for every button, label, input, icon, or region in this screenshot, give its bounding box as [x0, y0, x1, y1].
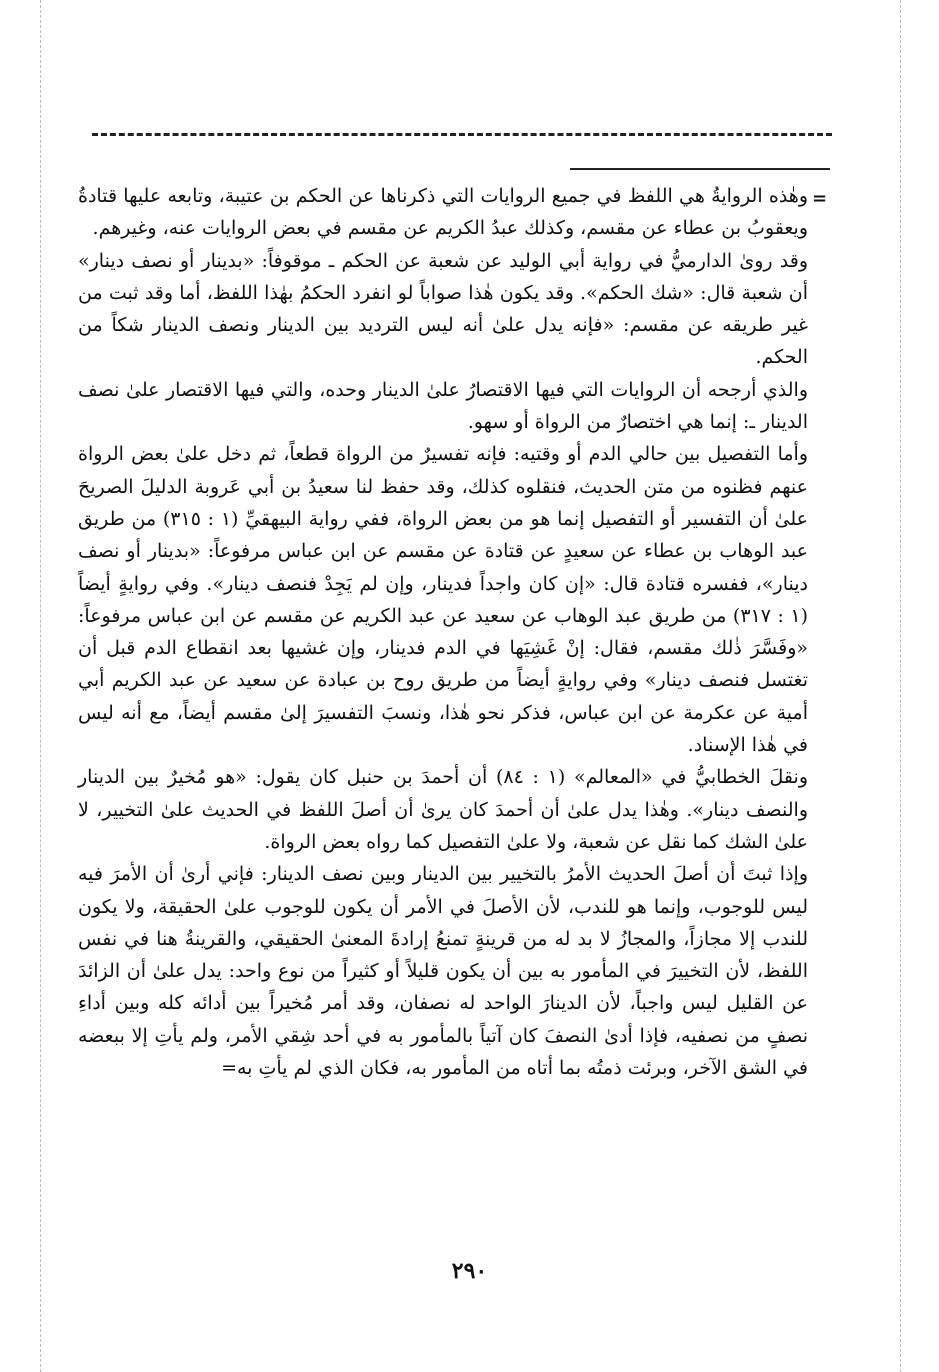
paragraph-2: وقد روىٰ الدارميُّ في رواية أبي الوليد عن شعبة عن الحكم ـ موقوفاً: «بدينار أو نصف دينار» أن شعبة قال: «شك الحكم». وقد يكون هٰذا صواباً لو انفرد الحكمُ بهٰذا اللفظ، أما وقد ثبت من غير طريقه عن مقسم: «فإنه يدل علىٰ أنه ليس الترديد بين الدينار ونصف الدينار شكاً من الحكم. — [78, 249, 808, 369]
top-dashed-rule — [92, 133, 832, 136]
paragraph-1: وهٰذه الروايةُ هي اللفظ في جميع الروايات التي ذكرناها عن الحكم بن عتيبة، وتابعه عليها قتادةُ ويعقوبُ بن عطاء عن مقسم، وكذلك عبدُ الكريم عن مقسم في بعض الروايات عنه، وغيرهم. — [78, 185, 808, 240]
paragraph-6: وإذا ثبتَ أن أصلَ الحديث الأمرُ بالتخيير بين الدينار وبين نصف الدينار: فإني أرىٰ أن الأمرَ فيه ليس للوجوب، وإنما هو للندب، لأن الأصلَ في الأمر أن يكون للوجوب علىٰ الحقيقة، ولا يكون للندب إلا مجازاً، والمجازُ لا بد له من قرينةٍ تمنعُ إرادةَ المعنىٰ الحقيقي، والقرينةُ هنا في نفس اللفظ، لأن التخييرَ في المأمور به بين أن يكون قليلاً أو كثيراً من نوع واحد: يدل علىٰ أن الزائدَ عن القليل ليس واجباً، لأن الدينارَ الواحد له نصفان، وقد أمر مُخيراً بين أدائه كله وبين أداءِ نصفٍ من نصفيه، فإذا أدىٰ النصفَ كان آتياً بالمأمور به في أحد شِقي الأمر، ولم يأتِ إلا ببعضه في الشق الآخر، وبرئت ذمتُه بما أتاه من المأمور به، فكان الذي لم يأتِ به= — [78, 863, 808, 1080]
paragraph-5: ونقلَ الخطابيُّ في «المعالم» (١ : ٨٤) أن أحمدَ بن حنبل كان يقول: «هو مُخيرٌ بين الدينار والنصف دينار». وهٰذا يدل علىٰ أن أحمدَ كان يرىٰ أن أصلَ اللفظ في الحديث علىٰ التخيير، لا علىٰ الشك كما نقل عن شعبة، ولا علىٰ التفصيل كما رواه بعض الرواة. — [78, 766, 809, 853]
continuation-mark: = — [812, 188, 828, 209]
left-edge-line — [40, 0, 41, 1372]
footnote-text-block — [78, 180, 808, 1084]
footnote-separator-rule — [570, 168, 830, 170]
page-number: ٢٩٠ — [451, 1258, 488, 1284]
paragraph-3: والذي أرجحه أن الروايات التي فيها الاقتصارُ علىٰ الدينار وحده، والتي فيها الاقتصار علىٰ نصف الدينار ـ: إنما هي اختصارٌ من الرواة أو سهو. — [78, 378, 808, 434]
right-edge-line — [900, 0, 901, 1372]
paragraph-4: وأما التفصيل بين حالي الدم أو وقتيه: فإنه تفسيرٌ من الرواة قطعاً، ثم دخل علىٰ بعض الرواة عنهم فظنوه من متن الحديث، فنقلوه كذلك، وقد حفظ لنا سعيدُ بن أبي عَروبة الدليلَ الصريحَ علىٰ أن التفسير أو التفصيل إنما هو من بعض الرواة، ففي رواية البيهقيِّ (١ : ٣١٥) من طريق عبد الوهاب بن عطاء عن سعيدٍ عن قتادة عن مقسم عن ابن عباس مرفوعاً: «بدينار أو نصف دينار»، ففسره قتادة قال: «إن كان واجداً فدينار، وإن لم يَجِدْ فنصف دينار». وفي روايةٍ أيضاً (١ : ٣١٧) من طريق عبد الوهاب عن سعيد عن عبد الكريم عن مقسم عن ابن عباس مرفوعاً: «وفَسَّرَ ذٰلك مقسم، فقال: إنْ غَشِيَها في الدم فدينار، وإن غشيها بعد انقطاع الدم قبل أن تغتسل فنصف دينار» وفي روايةٍ أيضاً من طريق روح بن عبادة عن سعيد عن عبد الكريم أبي أمية عن عكرمة عن ابن عباس، فذكر نحو هٰذا، ونسبَ التفسيرَ إلىٰ مقسم أيضاً، مع أنه ليس في هٰذا الإسناد. — [78, 443, 808, 757]
